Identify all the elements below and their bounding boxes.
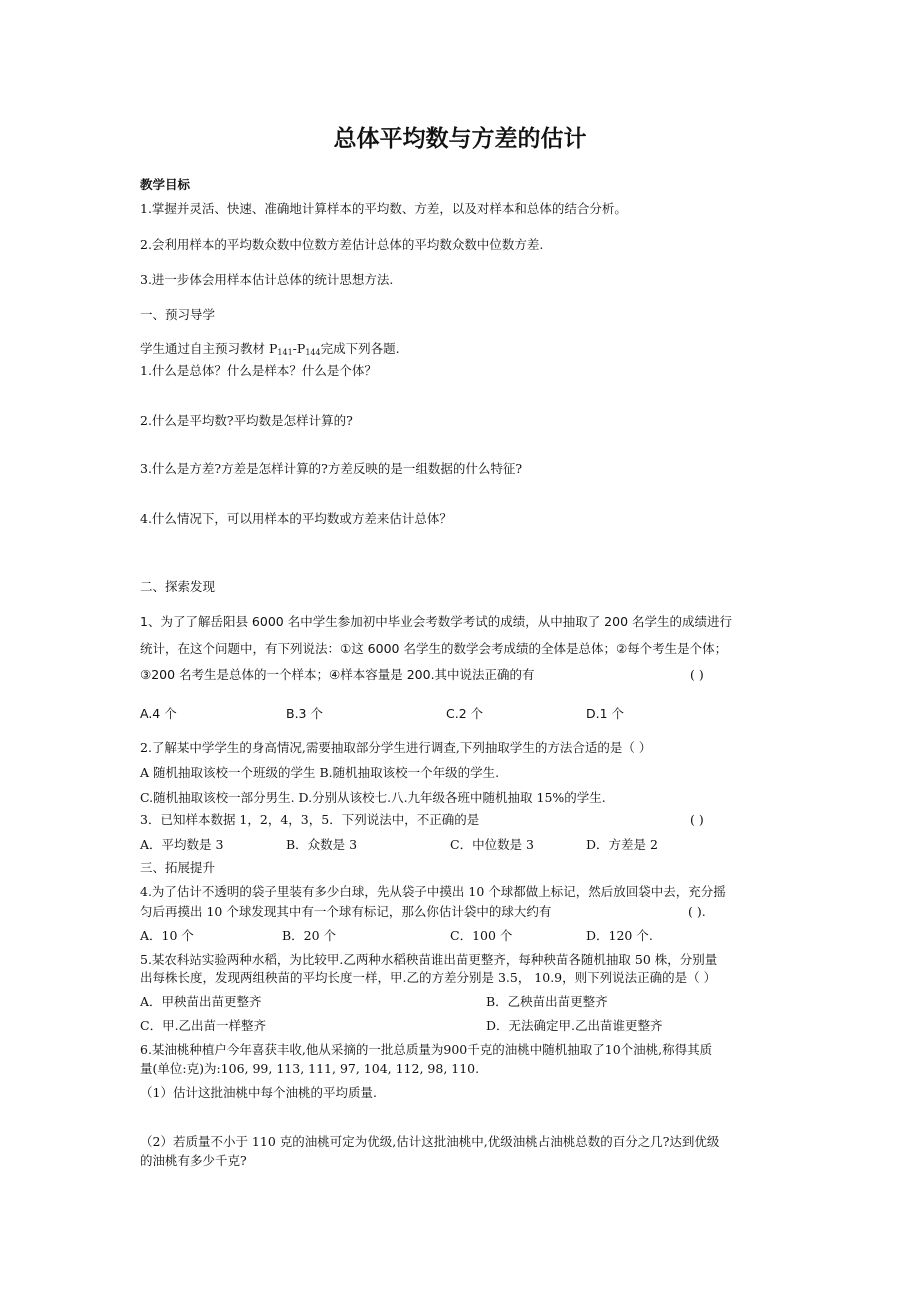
q2-text: 2.了解某中学学生的身高情况,需要抽取部分学生进行调查,下列抽取学生的方法合适的是（ ） bbox=[140, 740, 652, 755]
extend-heading: 三、拓展提升 bbox=[140, 860, 216, 875]
q4-option-d: D．120 个. bbox=[586, 928, 653, 943]
explore-heading: 二、探索发现 bbox=[140, 579, 216, 594]
q6-sub-2-line-1: （2）若质量不小于 110 克的油桃可定为优级,估计这批油桃中,优级油桃占油桃总数的百分之几?达到优级 bbox=[140, 1134, 720, 1149]
q1-line-3: ③200 名考生是总体的一个样本；④样本容量是 200.其中说法正确的有 bbox=[140, 667, 535, 682]
q6-sub-1: （1）估计这批油桃中每个油桃的平均质量. bbox=[140, 1085, 377, 1100]
q5-option-a: A．甲秧苗出苗更整齐 bbox=[140, 994, 262, 1009]
q3-text: 3．已知样本数据 1，2，4，3，5．下列说法中，不正确的是 bbox=[140, 812, 480, 827]
q4-option-c: C．100 个 bbox=[450, 928, 513, 943]
q5-option-c: C．甲.乙出苗一样整齐 bbox=[140, 1018, 267, 1033]
q3-answer-paren: ( ) bbox=[690, 812, 704, 827]
q1-option-b: B.3 个 bbox=[286, 706, 323, 721]
objectives-heading: 教学目标 bbox=[140, 177, 191, 192]
q4-option-a: A．10 个 bbox=[140, 928, 194, 943]
q3-option-d: D．方差是 2 bbox=[586, 837, 658, 852]
objective-item-2: 2.会利用样本的平均数众数中位数方差估计总体的平均数众数中位数方差. bbox=[140, 237, 544, 252]
q4-line-1: 4.为了估计不透明的袋子里装有多少白球，先从袋子中摸出 10 个球都做上标记，然后放回袋中去，充分摇 bbox=[140, 884, 726, 899]
q6-line-1: 6.某油桃种植户今年喜获丰收,他从采摘的一批总质量为900千克的油桃中随机抽取了10个油桃,称得其质 bbox=[140, 1042, 713, 1057]
q4-answer-paren: ( ). bbox=[688, 904, 706, 919]
objective-item-1: 1.掌握并灵活、快速、准确地计算样本的平均数、方差，以及对样本和总体的结合分析。 bbox=[140, 201, 627, 216]
q3-option-b: B．众数是 3 bbox=[286, 837, 358, 852]
q6-sub-2-line-2: 的油桃有多少千克? bbox=[140, 1153, 247, 1168]
q3-option-c: C．中位数是 3 bbox=[450, 837, 534, 852]
q2-options-line-2: C.随机抽取该校一部分男生. D.分别从该校七.八.九年级各班中随机抽取 15%的学生. bbox=[140, 790, 606, 805]
page-title: 总体平均数与方差的估计 bbox=[333, 126, 587, 152]
preview-question-2: 2.什么是平均数?平均数是怎样计算的? bbox=[140, 413, 353, 428]
q1-option-a: A.4 个 bbox=[140, 706, 177, 721]
q4-option-b: B．20 个 bbox=[282, 928, 337, 943]
q5-line-1: 5.某农科站实验两种水稻，为比较甲.乙两种水稻秧苗谁出苗更整齐，每种秧苗各随机抽取 50 株，分别量 bbox=[140, 952, 718, 967]
q4-line-2: 匀后再摸出 10 个球发现其中有一个球有标记，那么你估计袋中的球大约有 bbox=[140, 904, 552, 919]
q1-line-1: 1、为了了解岳阳县 6000 名中学生参加初中毕业会考数学考试的成绩，从中抽取了 200 名学生的成绩进行 bbox=[140, 614, 733, 629]
q5-option-b: B．乙秧苗出苗更整齐 bbox=[486, 994, 608, 1009]
preview-question-4: 4.什么情况下，可以用样本的平均数或方差来估计总体？ bbox=[140, 511, 452, 526]
q6-line-2: 量(单位:克)为:106, 99, 113, 111, 97, 104, 112, 98, 110. bbox=[140, 1061, 480, 1076]
q1-option-d: D.1 个 bbox=[586, 706, 625, 721]
objective-item-3: 3.进一步体会用样本估计总体的统计思想方法. bbox=[140, 272, 394, 287]
q5-line-2: 出每株长度，发现两组秧苗的平均长度一样，甲.乙的方差分别是 3.5， 10.9，则下列说法正确的是（ ） bbox=[140, 970, 717, 985]
preview-heading: 一、预习导学 bbox=[140, 307, 216, 322]
preview-intro: 学生通过自主预习教材 $P_{141}-P_{144}$完成下列各题. bbox=[140, 341, 400, 357]
q2-options-line-1: A 随机抽取该校一个班级的学生 B.随机抽取该校一个年级的学生. bbox=[140, 765, 500, 780]
q1-option-c: C.2 个 bbox=[446, 706, 484, 721]
q5-option-d: D．无法确定甲.乙出苗谁更整齐 bbox=[486, 1018, 663, 1033]
q1-answer-paren: ( ) bbox=[690, 667, 704, 682]
preview-question-1: 1.什么是总体？什么是样本？什么是个体？ bbox=[140, 363, 377, 378]
q1-line-2: 统计，在这个问题中，有下列说法：①这 6000 名学生的数学会考成绩的全体是总体；②每个考生是个体； bbox=[140, 641, 728, 656]
q3-option-a: A．平均数是 3 bbox=[140, 837, 224, 852]
preview-question-3: 3.什么是方差?方差是怎样计算的?方差反映的是一组数据的什么特征? bbox=[140, 461, 523, 476]
